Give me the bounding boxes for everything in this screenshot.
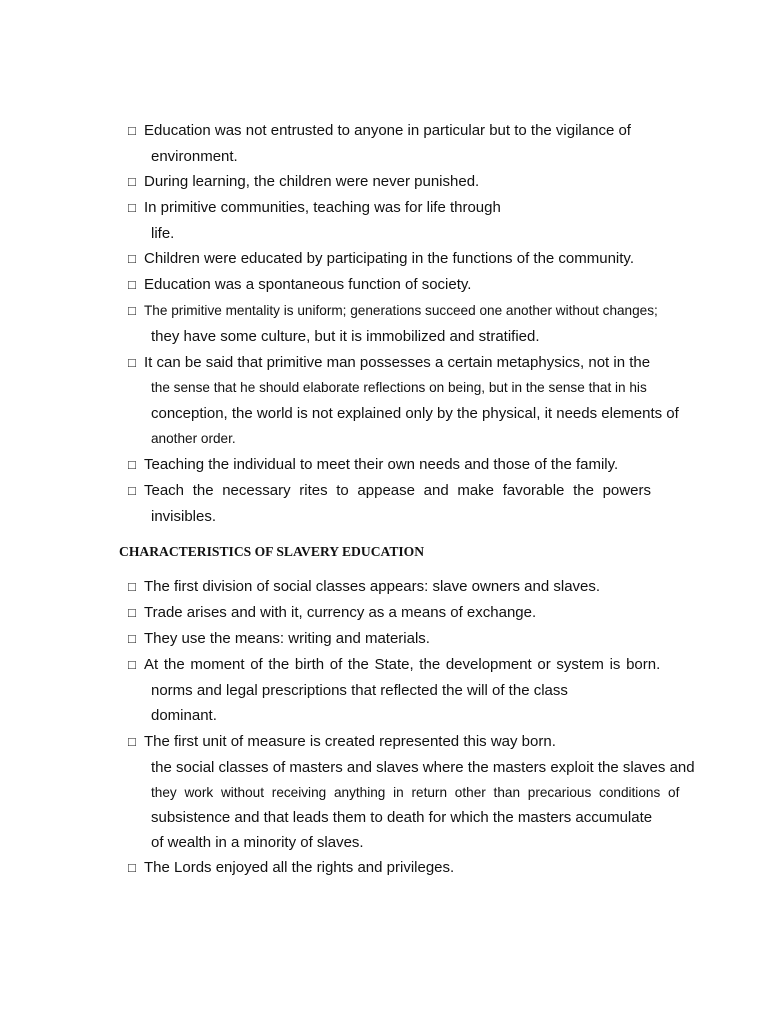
text-line: invisibles. [151, 508, 217, 525]
text-line: life. [151, 225, 175, 242]
bullet-icon: □ [128, 860, 136, 875]
text-line: another order. [151, 431, 236, 446]
bullet-icon: □ [128, 631, 136, 646]
bullet-icon: □ [128, 605, 136, 620]
text-line: norms and legal prescriptions that reflected the will of the class [151, 682, 568, 699]
text-line: The Lords enjoyed all the rights and privileges. [144, 859, 455, 876]
text-line: Education was a spontaneous function of society. [144, 276, 472, 293]
text-line: dominant. [151, 707, 217, 724]
text-line: they have some culture, but it is immobilized and stratified. [151, 328, 540, 345]
text-line: Trade arises and with it, currency as a means of exchange. [144, 604, 537, 621]
bullet-icon: □ [128, 483, 136, 498]
text-line: subsistence and that leads them to death for which the masters accumulate [151, 809, 653, 826]
bullet-icon: □ [128, 251, 136, 266]
text-line: At the moment of the birth of the State, the development or system is born. [144, 656, 661, 673]
bullet-icon: □ [128, 579, 136, 594]
bullet-icon: □ [128, 303, 136, 318]
text-line: The primitive mentality is uniform; generations succeed one another without changes; [144, 303, 658, 318]
text-line: In primitive communities, teaching was for life through [144, 199, 501, 216]
text-line: the social classes of masters and slaves where the masters exploit the slaves and [151, 759, 695, 776]
section-heading: CHARACTERISTICS OF SLAVERY EDUCATION [119, 544, 425, 559]
text-line: They use the means: writing and materials. [144, 630, 430, 647]
bullet-icon: □ [128, 355, 136, 370]
text-line: Teaching the individual to meet their own needs and those of the family. [144, 456, 619, 473]
bullet-icon: □ [128, 123, 136, 138]
text-line: During learning, the children were never punished. [144, 173, 480, 190]
text-line: environment. [151, 148, 238, 165]
bullet-icon: □ [128, 200, 136, 215]
text-line: The first division of social classes appears: slave owners and slaves. [144, 578, 601, 595]
bullet-icon: □ [128, 657, 136, 672]
bullet-icon: □ [128, 277, 136, 292]
text-line: The first unit of measure is created represented this way born. [144, 733, 556, 750]
bullet-icon: □ [128, 734, 136, 749]
text-line: Education was not entrusted to anyone in particular but to the vigilance of [144, 122, 631, 139]
bullet-icon: □ [128, 457, 136, 472]
text-line: Children were educated by participating in the functions of the community. [144, 250, 634, 267]
text-line: Teach the necessary rites to appease and make favorable the powers [144, 482, 651, 499]
text-line: the sense that he should elaborate reflections on being, but in the sense that in his [151, 380, 647, 395]
text-line: they work without receiving anything in return other than precarious conditions of [151, 785, 680, 800]
bullet-icon: □ [128, 174, 136, 189]
text-line: conception, the world is not explained only by the physical, it needs elements of [151, 405, 679, 422]
text-line: of wealth in a minority of slaves. [151, 834, 364, 851]
text-line: It can be said that primitive man possesses a certain metaphysics, not in the [144, 354, 651, 371]
